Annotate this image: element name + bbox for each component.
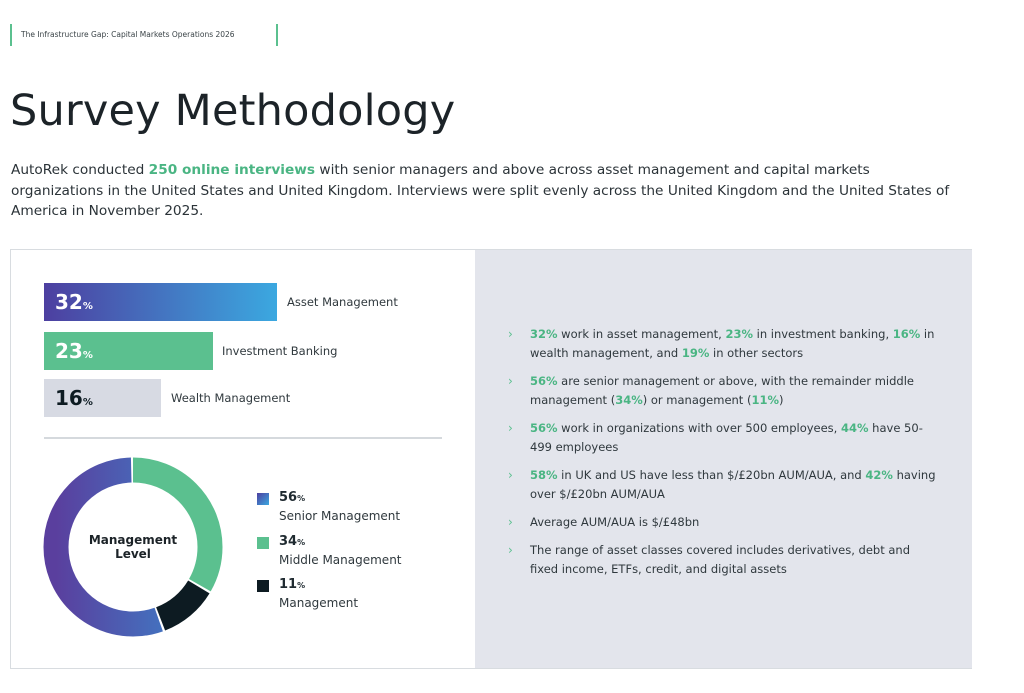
key-finding-highlight: 58%: [530, 468, 558, 482]
key-finding-text: in investment banking,: [752, 327, 893, 341]
methodology-panel: [10, 249, 972, 669]
sector-bar-value: 16%: [55, 386, 93, 410]
key-finding-text: Average AUM/AUA is $/£48bn: [530, 515, 700, 529]
key-finding-text: work in asset management,: [557, 327, 726, 341]
key-finding-text: in wealth management, and: [530, 327, 935, 360]
legend-label: Management: [279, 596, 359, 610]
document-tag: The Infrastructure Gap: Capital Markets Operations 2026: [10, 24, 278, 46]
legend-label: Middle Management: [279, 553, 402, 567]
key-finding-text: in UK and US have less than $/£20bn AUM/AUA, and: [557, 468, 866, 482]
key-finding-highlight: 19%: [681, 346, 710, 360]
key-finding-highlight: 32%: [530, 327, 558, 341]
key-finding-item: [508, 466, 938, 504]
key-findings-list: [508, 325, 938, 588]
key-finding-text: are senior management or above, with the remainder middle management (: [530, 374, 914, 407]
key-finding-highlight: 56%: [530, 421, 558, 435]
chevron-right-icon: ›: [508, 421, 513, 435]
key-finding-text: in other sectors: [709, 346, 804, 360]
page-title: Survey Methodology: [10, 86, 456, 136]
donut-title-line-2: Level: [115, 547, 151, 561]
sector-bar-wealth-management: [44, 379, 161, 417]
key-finding-highlight: 11%: [751, 393, 779, 407]
key-finding-item: [508, 419, 938, 457]
key-finding-item: [508, 513, 938, 532]
key-finding-highlight: 34%: [615, 393, 643, 407]
key-finding-highlight: 44%: [841, 421, 869, 435]
donut-title-line-1: Management: [88, 533, 178, 547]
key-finding-item: [508, 325, 938, 363]
legend-value: 11%: [279, 577, 306, 592]
sector-bar-asset-management: [44, 283, 277, 321]
legend-swatch: [257, 537, 269, 549]
key-finding-highlight: 42%: [865, 468, 893, 482]
key-finding-highlight: 23%: [725, 327, 753, 341]
sector-bar-label: Wealth Management: [171, 391, 291, 405]
intro-highlight: 250 online interviews: [148, 162, 316, 178]
key-finding-text: The range of asset classes covered includes derivatives, debt and fixed income, ETFs, credit, and digital assets: [530, 543, 910, 576]
chevron-right-icon: ›: [508, 327, 513, 341]
key-finding-highlight: 16%: [892, 327, 921, 341]
legend-swatch: [257, 493, 269, 505]
chevron-right-icon: ›: [508, 543, 513, 557]
intro-text-start: AutoRek conducted: [11, 162, 149, 178]
key-finding-highlight: 56%: [530, 374, 558, 388]
sector-bar-investment-banking: [44, 332, 213, 370]
key-finding-text: work in organizations with over 500 employees,: [557, 421, 841, 435]
legend-label: Senior Management: [279, 509, 401, 523]
legend-swatch: [257, 580, 269, 592]
key-finding-text: ) or management (: [642, 393, 752, 407]
sector-bar-value: 32%: [55, 290, 93, 314]
key-finding-item: [508, 541, 938, 579]
sector-bar-label: Investment Banking: [222, 344, 338, 358]
sector-bar-value: 23%: [55, 339, 93, 363]
sector-bar-label: Asset Management: [287, 295, 398, 309]
key-finding-text: having over $/£20bn AUM/AUA: [530, 468, 936, 501]
chevron-right-icon: ›: [508, 468, 513, 482]
legend-value: 34%: [279, 534, 306, 549]
section-divider: [44, 437, 442, 439]
chevron-right-icon: ›: [508, 374, 513, 388]
donut-center-label: [43, 457, 223, 637]
key-finding-item: [508, 372, 938, 410]
intro-text-end: with senior managers and above across asset management and capital markets organizations in the United States and United Kingdom. Interviews were split evenly across the United Kingdom and the United States of America in November 2025.: [11, 162, 950, 220]
chevron-right-icon: ›: [508, 515, 513, 529]
key-finding-text: have 50-499 employees: [530, 421, 923, 454]
intro-paragraph: [11, 160, 961, 222]
legend-value: 56%: [279, 490, 306, 505]
key-finding-text: ): [779, 393, 784, 407]
